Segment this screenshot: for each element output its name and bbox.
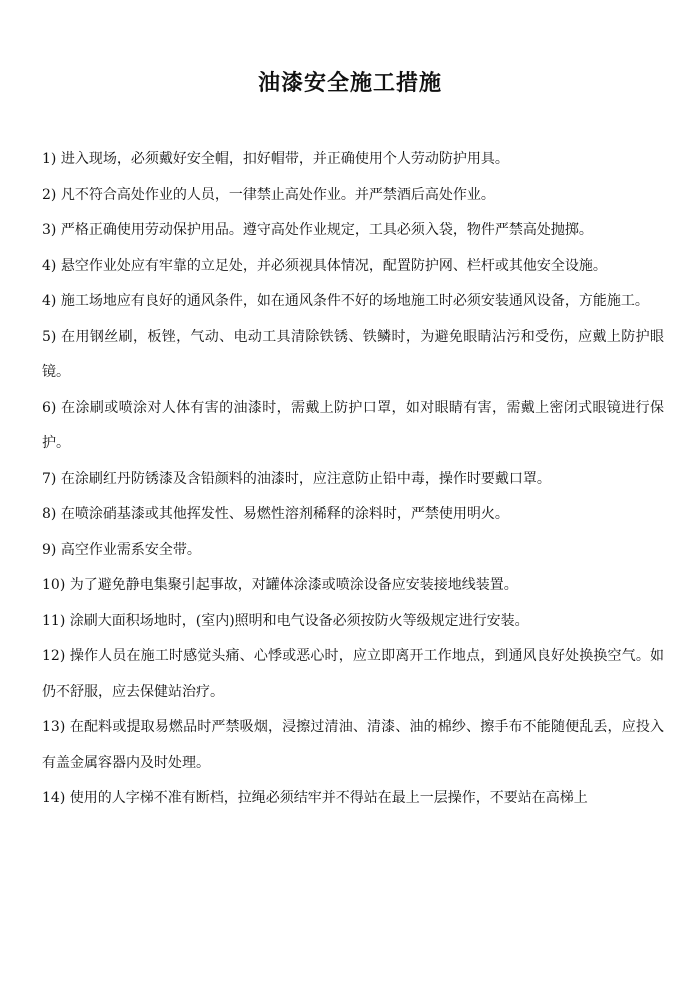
list-item: 4) 悬空作业处应有牢靠的立足处，并必须视具体情况，配置防护网、栏杆或其他安全设施。 bbox=[42, 257, 607, 274]
list-item: 4) 施工场地应有良好的通风条件，如在通风条件不好的场地施工时必须安装通风设备，方能施工。 bbox=[42, 293, 649, 309]
measures-list bbox=[42, 142, 664, 817]
page-title: 油漆安全施工措施 bbox=[257, 71, 442, 96]
list-item: 5) 在用钢丝刷，板锉，气动、电动工具清除铁锈、铁鳞时，为避免眼睛沾污和受伤，应戴上防护眼镜。 bbox=[42, 328, 664, 380]
list-item: 11) 涂刷大面积场地时，(室内)照明和电气设备必须按防火等级规定进行安装。 bbox=[42, 612, 529, 629]
list-item: 3) 严格正确使用劳动保护用品。遵守高处作业规定，工具必须入袋，物件严禁高处抛掷。 bbox=[42, 222, 593, 238]
list-item: 12) 操作人员在施工时感觉头痛、心悸或恶心时，应立即离开工作地点，到通风良好处换换空气。如仍不舒服，应去保健站治疗。 bbox=[42, 648, 664, 700]
list-item: 14) 使用的人字梯不准有断档，拉绳必须结牢并不得站在最上一层操作，不要站在高梯上 bbox=[42, 790, 588, 806]
list-item: 10) 为了避免静电集聚引起事故，对罐体涂漆或喷涂设备应安装接地线装置。 bbox=[42, 577, 518, 593]
list-item: 9) 高空作业需系安全带。 bbox=[42, 541, 201, 558]
list-item: 13) 在配料或提取易燃品时严禁吸烟，浸擦过清油、清漆、油的棉纱、擦手布不能随便乱丢，应投入有盖金属容器内及时处理。 bbox=[42, 719, 664, 771]
list-item: 2) 凡不符合高处作业的人员，一律禁止高处作业。并严禁酒后高处作业。 bbox=[42, 186, 495, 203]
list-item: 8) 在喷涂硝基漆或其他挥发性、易燃性溶剂稀释的涂料时，严禁使用明火。 bbox=[42, 506, 509, 522]
list-item: 1) 进入现场，必须戴好安全帽，扣好帽带，并正确使用个人劳动防护用具。 bbox=[42, 151, 509, 167]
list-item: 7) 在涂刷红丹防锈漆及含铅颜料的油漆时，应注意防止铅中毒，操作时要戴口罩。 bbox=[42, 470, 551, 487]
list-item: 6) 在涂刷或喷涂对人体有害的油漆时，需戴上防护口罩，如对眼睛有害，需戴上密闭式眼镜进行保护。 bbox=[42, 399, 664, 451]
